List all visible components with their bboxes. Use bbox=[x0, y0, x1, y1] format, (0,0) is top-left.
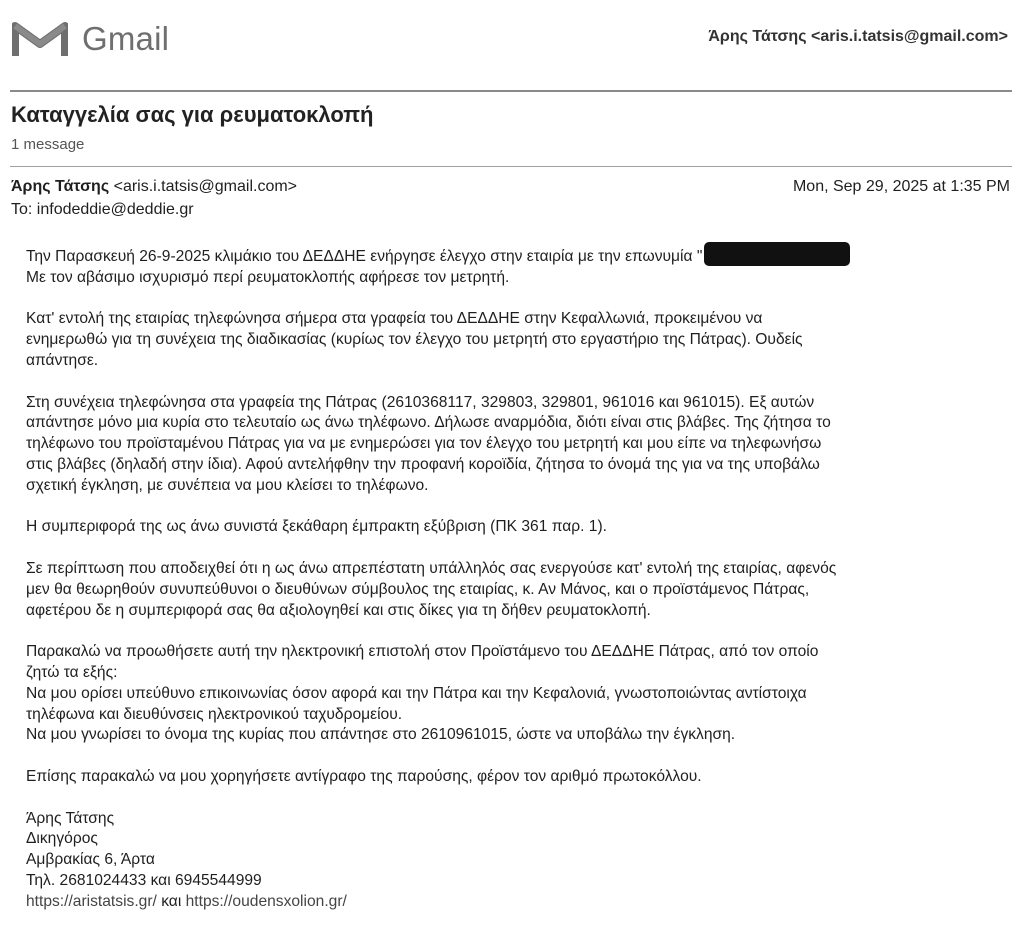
body-line: μεν θα θεωρηθούν συνυπεύθυνοι ο διευθύνων σύμβουλος της εταιρίας, κ. Αν Μάνος, και ο προϊστάμενος Πάτρας, bbox=[26, 580, 810, 598]
signature-link-separator: και bbox=[156, 892, 186, 910]
signature-block bbox=[26, 809, 1001, 913]
sender-name: Άρης Τάτσης bbox=[11, 178, 110, 195]
signature-link-aristatsis[interactable]: https://aristatsis.gr/ bbox=[26, 892, 157, 910]
body-paragraph bbox=[26, 393, 1001, 497]
body-line: τηλέφωνο του προϊσταμένου Πάτρας για να με ενημερώσει για τον έλεγχο του μετρητή και μου είπε να τηλεφωνήσω bbox=[26, 435, 822, 453]
body-line: απάντησε. bbox=[26, 351, 99, 369]
message-body bbox=[26, 242, 1001, 913]
gmail-logo[interactable] bbox=[12, 20, 169, 58]
body-line: Παρακαλώ να προωθήσετε αυτή την ηλεκτρονική επιστολή στον Προϊστάμενο του ΔΕΔΔΗΕ Πάτρας, από τον οποίο bbox=[26, 643, 819, 661]
sender-email: <aris.i.tatsis@gmail.com> bbox=[113, 178, 298, 195]
body-line: ζητώ τα εξής: bbox=[26, 663, 118, 681]
message-count: 1 message bbox=[11, 136, 85, 153]
body-paragraph bbox=[26, 767, 1001, 788]
gmail-m-icon bbox=[12, 20, 68, 58]
message-date: Mon, Sep 29, 2025 at 1:35 PM bbox=[792, 178, 1010, 195]
signature-link-oudensxolion[interactable]: https://oudensxolion.gr/ bbox=[185, 892, 347, 910]
body-line: Στη συνέχεια τηλεφώνησα στα γραφεία της Πάτρας (2610368117, 329803, 329801, 961016 και 961015). Εξ αυτών bbox=[26, 393, 815, 411]
body-line: τηλέφωνα και διευθύνσεις ηλεκτρονικού ταχυδρομείου. bbox=[26, 705, 403, 723]
body-line: σχετική έγκληση, με συνέπεια να μου κλείσει το τηλέφωνο. bbox=[26, 476, 429, 494]
signature-address: Αμβρακίας 6, Άρτα bbox=[26, 851, 155, 869]
signature-title: Δικηγόρος bbox=[26, 830, 98, 848]
signature-name: Άρης Τάτσης bbox=[26, 809, 115, 827]
body-line: ενημερωθώ για τη συνέχεια της διαδικασίας (κυρίως τον έλεγχο του μετρητή στο εργαστήριο της Πάτρας). Ουδείς bbox=[26, 331, 803, 349]
signature-phone: Τηλ. 2681024433 και 6945544999 bbox=[26, 871, 262, 889]
body-line: Να μου ορίσει υπεύθυνο επικοινωνίας όσον αφορά και την Πάτρα και την Κεφαλονιά, γνωστοποιώντας αντίστοιχα bbox=[26, 684, 807, 702]
body-paragraph bbox=[26, 517, 1001, 538]
body-paragraph bbox=[26, 242, 1001, 289]
body-line: Επίσης παρακαλώ να μου χορηγήσετε αντίγραφο της παρούσης, φέρον τον αριθμό πρωτοκόλλου. bbox=[26, 767, 702, 785]
body-line: Με τον αβάσιμο ισχυρισμό περί ρευματοκλοπής αφήρεσε τον μετρητή. bbox=[26, 268, 510, 286]
message-sender bbox=[11, 178, 297, 196]
thread-subject: Καταγγελία σας για ρευματοκλοπή bbox=[11, 102, 374, 127]
body-line: Την Παρασκευή 26-9-2025 κλιμάκιο του ΔΕΔΔΗΕ ενήργησε έλεγχο στην εταιρία με την επωνυμία " bbox=[26, 248, 703, 265]
body-paragraph bbox=[26, 309, 1001, 371]
message-recipient: To: infodeddie@deddie.gr bbox=[11, 201, 194, 218]
body-line: απάντησε μόνο μια κυρία στο τελευταίο ως άνω τηλέφωνο. Δήλωσε αναρμόδια, διότι είναι στις βλάβες. Της ζήτησα το bbox=[26, 414, 831, 432]
gmail-logo-text: Gmail bbox=[82, 20, 170, 57]
account-identity: Άρης Τάτσης <aris.i.tatsis@gmail.com> bbox=[708, 28, 1008, 45]
header-divider bbox=[10, 90, 1012, 92]
body-line: αφετέρου δε η συμπεριφορά σας θα αξιολογηθεί και στις δίκες για τη δήθεν ρευματοκλοπή. bbox=[26, 601, 651, 619]
body-paragraph bbox=[26, 642, 1001, 746]
body-line: Η συμπεριφορά της ως άνω συνιστά ξεκάθαρη έμπρακτη εξύβριση (ΠΚ 361 παρ. 1). bbox=[26, 518, 608, 536]
body-line: Να μου γνωρίσει το όνομα της κυρίας που απάντησε στο 2610961015, ώστε να υποβάλω την έγκληση. bbox=[26, 726, 736, 744]
thread-divider bbox=[10, 166, 1012, 167]
body-line: Κατ' εντολή της εταιρίας τηλεφώνησα σήμερα στα γραφεία του ΔΕΔΔΗΕ στην Κεφαλλωνιά, προκειμένου να bbox=[26, 310, 763, 328]
body-paragraph bbox=[26, 559, 1001, 621]
gmail-header bbox=[0, 0, 1024, 92]
body-line: Σε περίπτωση που αποδειχθεί ότι η ως άνω απρεπέστατη υπάλληλός σας ενεργούσε κατ' εντολή της εταιρίας, αφενός bbox=[26, 559, 837, 577]
body-line: στις βλάβες (δηλαδή στην ίδια). Αφού αντελήφθην την προφανή κοροϊδία, ζήτησα το όνομά της για να της υποβάλω bbox=[26, 455, 820, 473]
redaction-mark bbox=[704, 242, 850, 266]
